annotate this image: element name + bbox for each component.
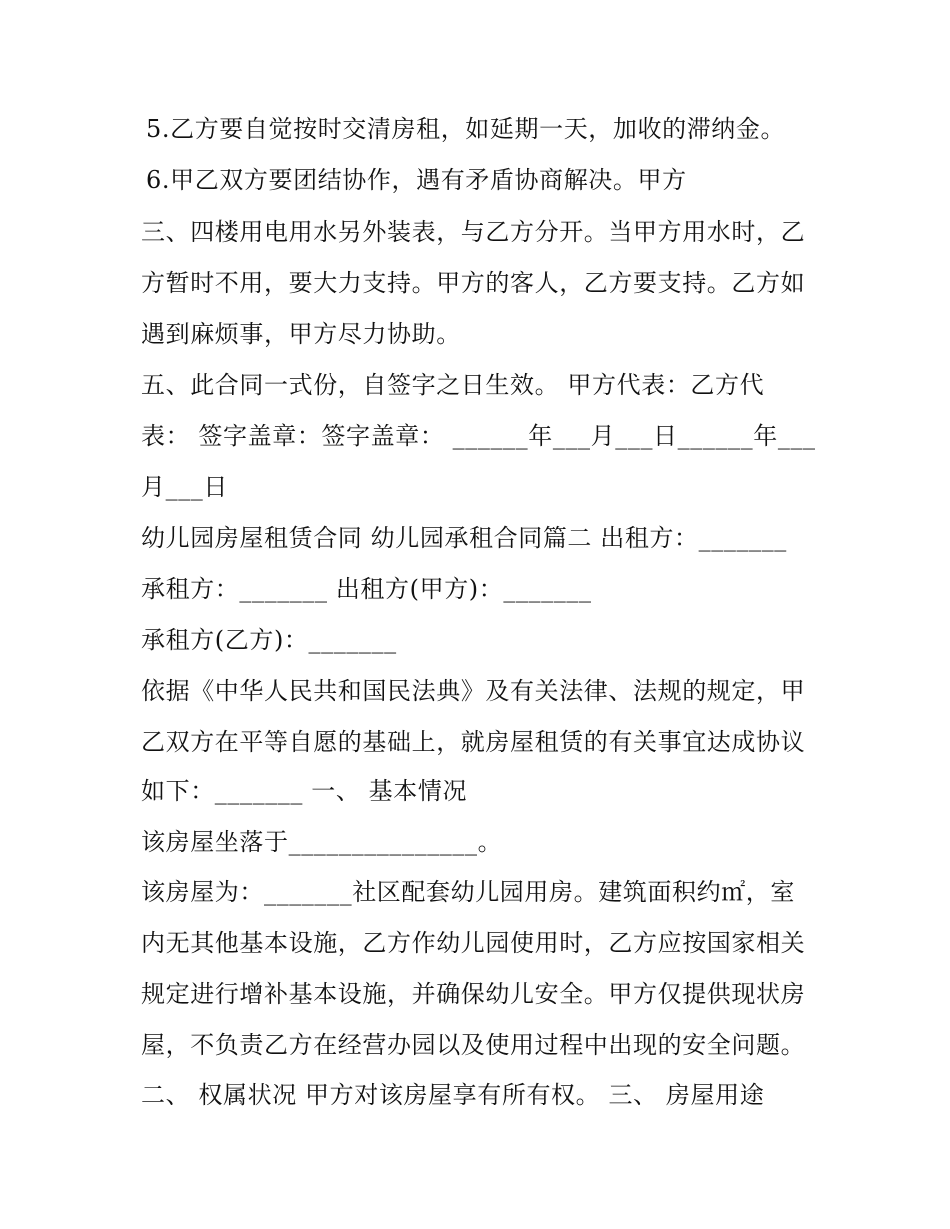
text-line: 月___日 bbox=[141, 473, 228, 501]
text-line: 内无其他基本设施，乙方作幼儿园使用时，乙方应按国家相关 bbox=[141, 929, 806, 957]
text-line: 乙双方在平等自愿的基础上，就房屋租赁的有关事宜达成协议 bbox=[141, 728, 806, 756]
text-line: 方暂时不用，要大力支持。甲方的客人，乙方要支持。乙方如 bbox=[141, 269, 806, 297]
text-line: 幼儿园房屋租赁合同 幼儿园承租合同篇二 出租方：_______ bbox=[141, 524, 787, 552]
text-line: 三、四楼用电用水另外装表，与乙方分开。当甲方用水时，乙 bbox=[141, 218, 806, 246]
text-line: 屋，不负责乙方在经营办园以及使用过程中出现的安全问题。 bbox=[141, 1031, 806, 1059]
text-line: 规定进行增补基本设施，并确保幼儿安全。甲方仅提供现状房 bbox=[141, 980, 806, 1008]
text-line: 表： 签字盖章：签字盖章： ______年___月___日______年___ bbox=[141, 422, 816, 450]
text-line: 承租方(乙方)：_______ bbox=[141, 626, 397, 654]
text-line: 5.乙方要自觉按时交清房租，如延期一天，加收的滞纳金。 bbox=[146, 115, 786, 143]
text-line: 承租方：_______ 出租方(甲方)：_______ bbox=[141, 575, 592, 603]
text-line: 该房屋坐落于_______________。 bbox=[141, 828, 503, 856]
text-line: 依据《中华人民共和国民法典》及有关法律、法规的规定，甲 bbox=[141, 677, 806, 705]
text-line: 该房屋为：_______社区配套幼儿园用房。建筑面积约㎡，室 bbox=[141, 878, 795, 906]
text-line: 6.甲乙双方要团结协作，遇有矛盾协商解决。甲方 bbox=[146, 166, 687, 194]
text-line: 五、此合同一式份，自签字之日生效。 甲方代表：乙方代 bbox=[141, 371, 765, 399]
text-line: 遇到麻烦事，甲方尽力协助。 bbox=[141, 320, 461, 348]
text-line: 如下：_______ 一、 基本情况 bbox=[141, 777, 468, 805]
text-line: 二、 权属状况 甲方对该房屋享有所有权。 三、 房屋用途 bbox=[141, 1081, 765, 1109]
